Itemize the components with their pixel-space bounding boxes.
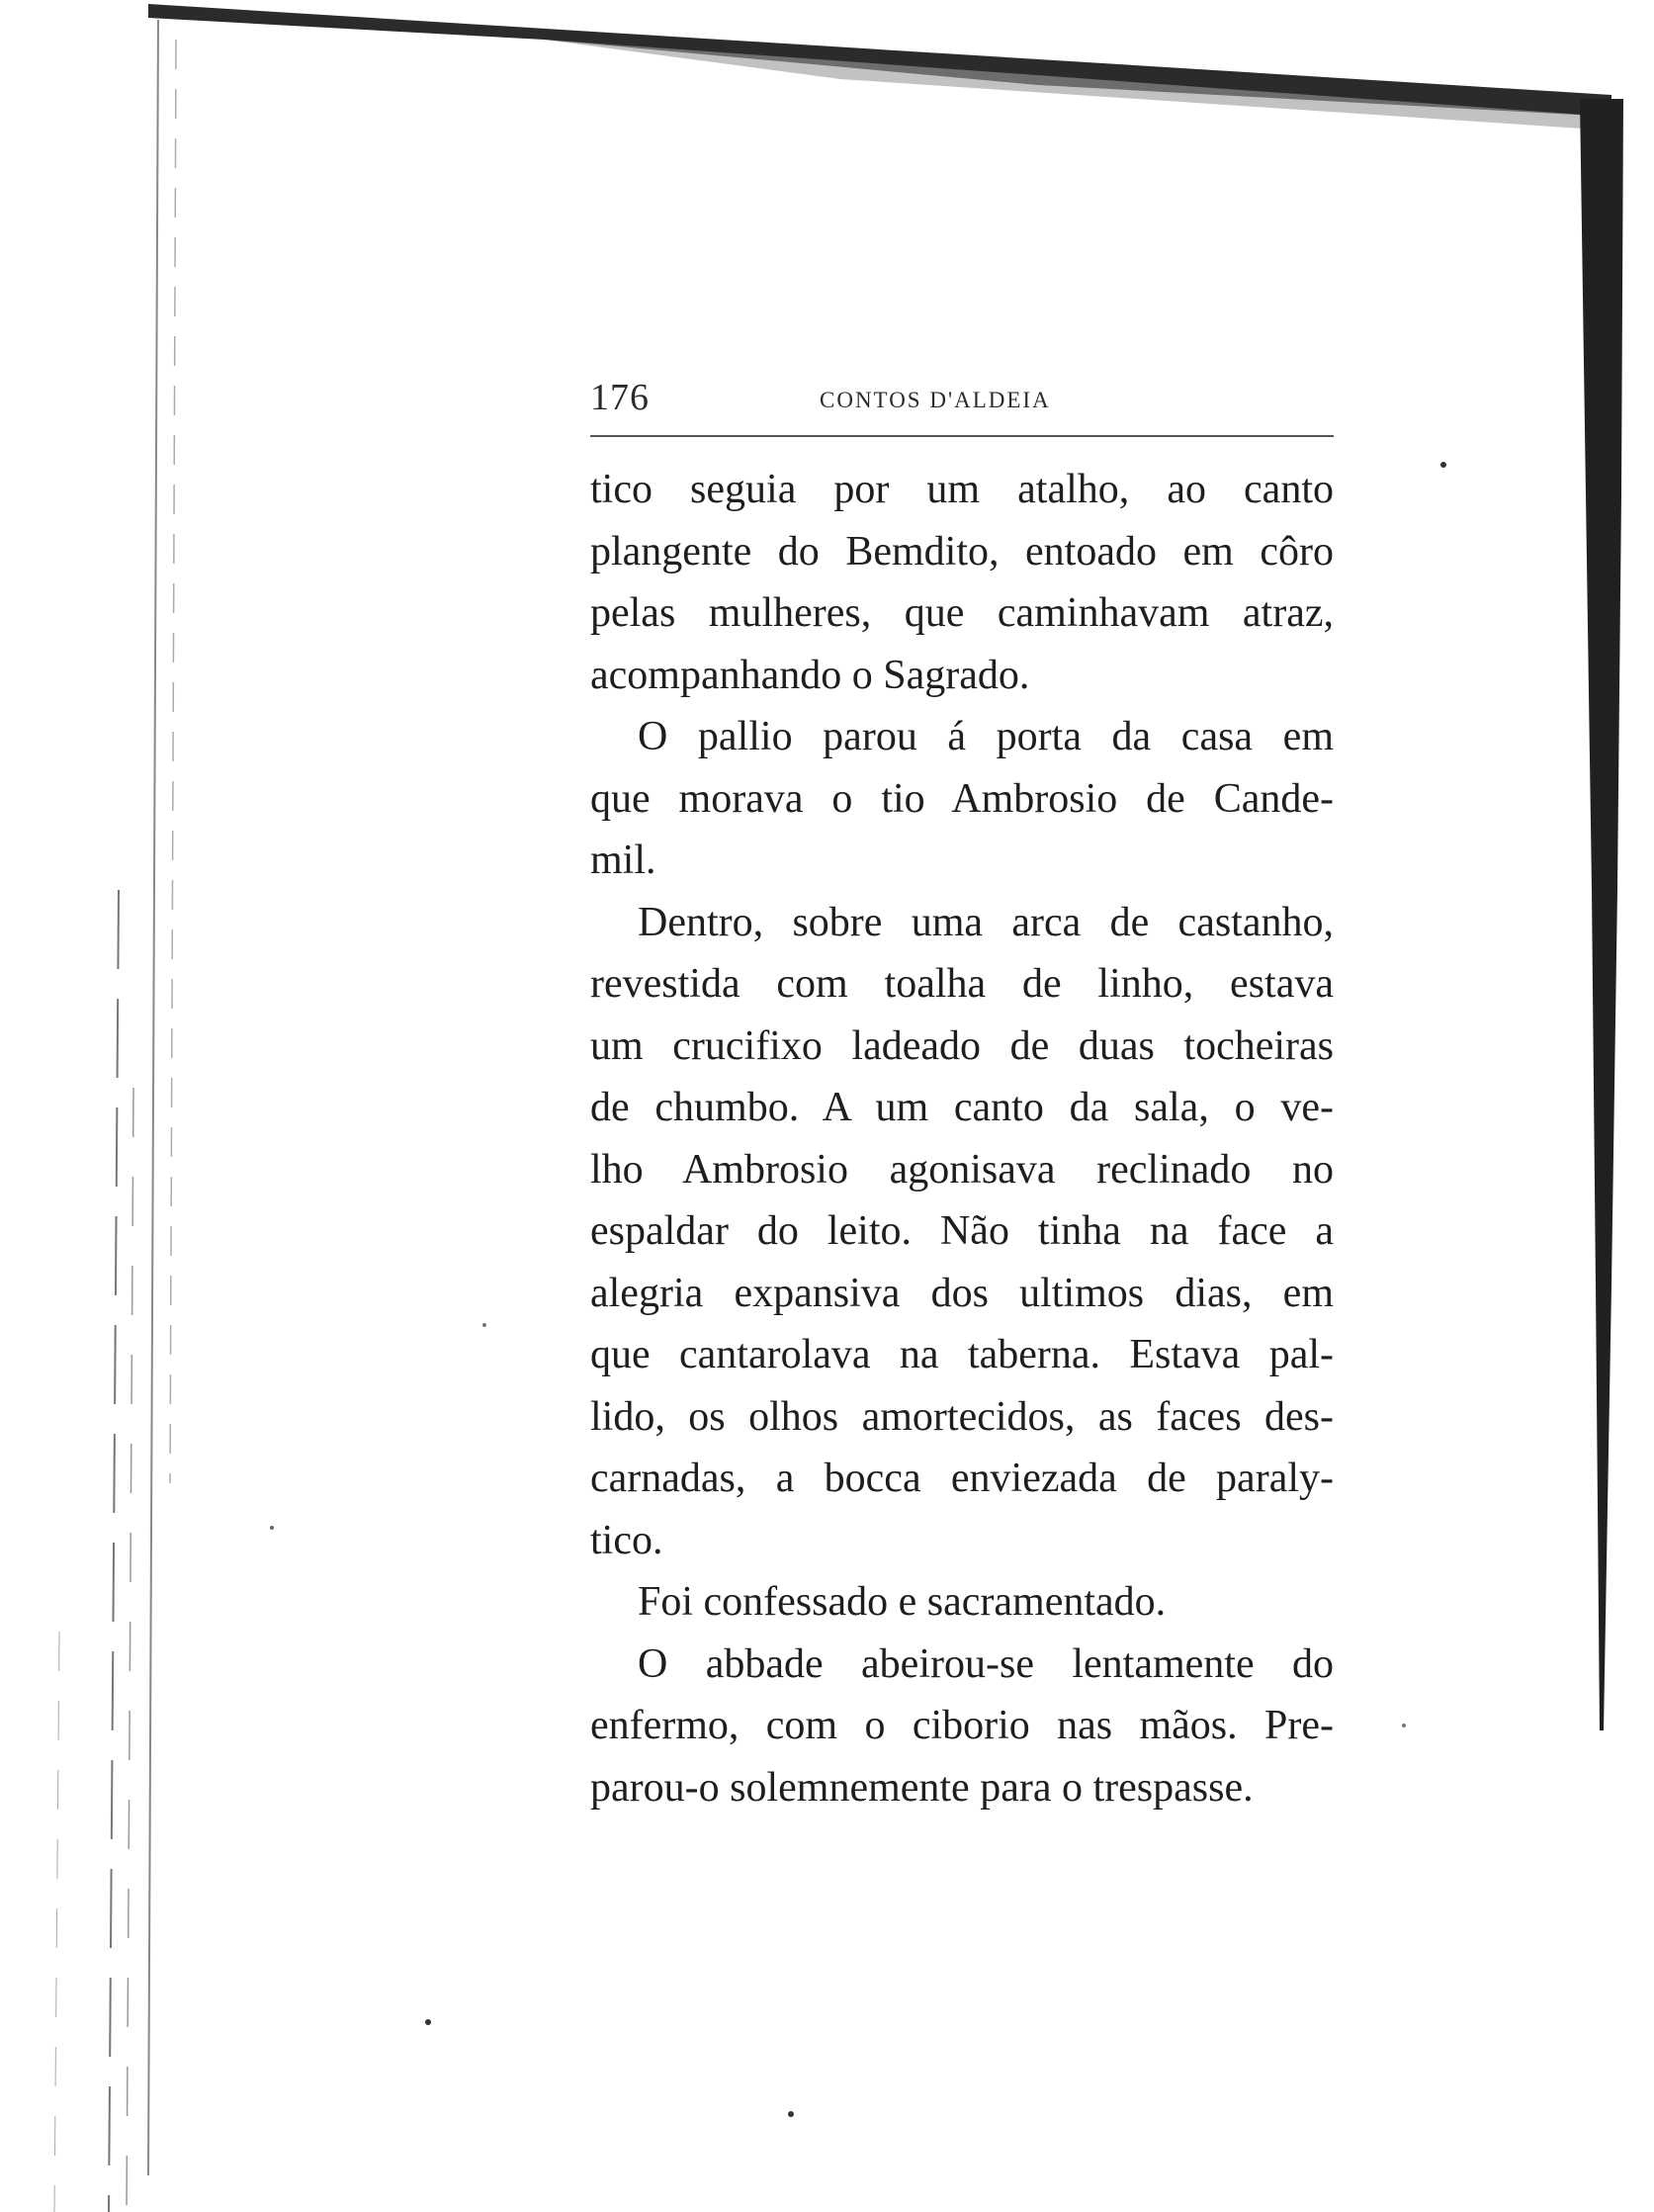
text-line: um crucifixo ladeado de duas tocheiras [590, 1022, 1334, 1069]
text-line: enfermo, com o ciborio nas mãos. Pre- [590, 1703, 1334, 1748]
speck [482, 1323, 486, 1327]
text-line: revestida com toalha de linho, estava [590, 961, 1334, 1007]
text-line: lho Ambrosio agonisava reclinado no [590, 1146, 1334, 1193]
body-text [590, 459, 1334, 1818]
text-line: carnadas, a bocca enviezada de paraly- [590, 1456, 1334, 1501]
text-line: O abbade abeirou-se lentamente do [638, 1640, 1334, 1687]
text-line: mil. [590, 838, 656, 883]
book-title: CONTOS D'ALDEIA [820, 388, 1051, 412]
paragraph [590, 706, 1334, 892]
paragraph [590, 1634, 1334, 1819]
header-rule [590, 435, 1334, 437]
text-line: pelas mulheres, que caminhavam atraz, [590, 590, 1334, 636]
speck [1440, 462, 1446, 468]
text-line: de chumbo. A um canto da sala, o ve- [590, 1085, 1334, 1130]
speck [425, 2019, 431, 2025]
page-number: 176 [590, 377, 650, 418]
paragraph [590, 459, 1334, 706]
running-head [590, 366, 1334, 435]
text-line: que morava o tio Ambrosio de Cande- [590, 775, 1334, 822]
text-line: espaldar do leito. Não tinha na face a [590, 1208, 1334, 1254]
text-line: alegria expansiva dos ultimos dias, em [590, 1270, 1334, 1316]
text-line: plangente do Bemdito, entoado em côro [590, 528, 1334, 575]
text-line: acompanhando o Sagrado. [590, 652, 1030, 698]
text-line: lido, os olhos amortecidos, as faces des- [590, 1393, 1334, 1440]
speck [270, 1526, 274, 1530]
text-line: parou-o solemnemente para o trespasse. [590, 1764, 1254, 1811]
text-line: Dentro, sobre uma arca de castanho, [638, 899, 1334, 945]
text-line: Foi confessado e sacramentado. [638, 1579, 1167, 1625]
text-line: O pallio parou á porta da casa em [638, 714, 1334, 759]
speck [788, 2111, 794, 2117]
speck [1402, 1724, 1406, 1727]
paragraph [590, 1571, 1334, 1634]
text-line: que cantarolava na taberna. Estava pal- [590, 1332, 1334, 1377]
text-line: tico seguia por um atalho, ao canto [590, 467, 1334, 512]
paragraph [590, 892, 1334, 1572]
text-line: tico. [590, 1517, 663, 1563]
